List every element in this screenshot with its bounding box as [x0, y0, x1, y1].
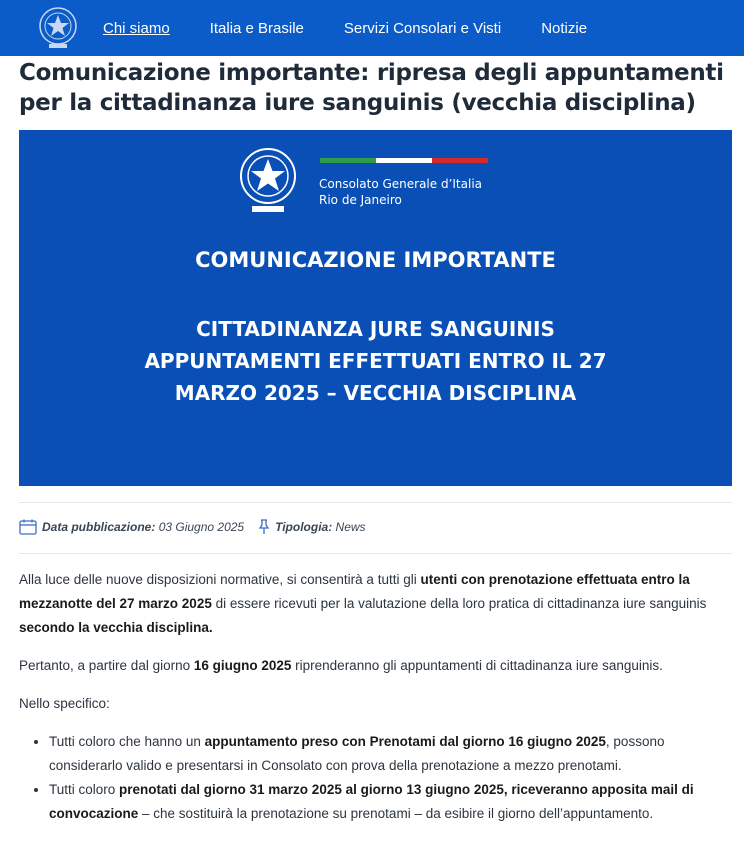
divider — [19, 553, 732, 554]
italian-emblem-icon — [236, 142, 300, 218]
type-label: Tipologia: — [275, 520, 333, 534]
list-item: • Tutti coloro prenotati dal giorno 31 marzo 2025 al giorno 13 giugno 2025, riceveranno apposita mail di convocazione – che sostituirà la prenotazione su prenotami – da esibire il giorno dell’appuntamento. — [49, 778, 734, 826]
type-value: News — [335, 520, 366, 534]
date-label: Data pubblicazione: — [42, 520, 156, 534]
hero-subheadline: CITTADINANZA JURE SANGUINIS APPUNTAMENTI EFFETTUATI ENTRO IL 27 MARZO 2025 – VECCHIA DISCIPLINA — [144, 317, 607, 405]
pin-icon — [258, 519, 270, 535]
date-value: 03 Giugno 2025 — [158, 520, 245, 534]
bullet-list — [19, 730, 734, 826]
list-item: • Tutti coloro che hanno un appuntamento preso con Prenotami dal giorno 16 giugno 2025, possono considerarlo valido e presentarsi in Consolato con prova della prenotazione a mezzo prenotami. — [49, 730, 734, 778]
article-body — [19, 568, 734, 826]
consolate-name: Consolato Generale d’Italia Rio de Janeiro — [319, 177, 483, 207]
main-nav — [103, 0, 627, 56]
italian-flag-stripe — [320, 158, 488, 163]
divider — [19, 502, 732, 503]
italian-emblem-icon[interactable] — [37, 4, 79, 52]
paragraph: Pertanto, a partire dal giorno 16 giugno 2025 riprenderanno gli appuntamenti di cittadinanza iure sanguinis. — [19, 658, 663, 673]
paragraph: Alla luce delle nuove disposizioni normative, si consentirà a tutti gli utenti con prenotazione effettuata entro la mezzanotte del 27 marzo 2025 di essere ricevuti per la valutazione della loro pratica di cittadinanza iure sanguinis secondo la vecchia disciplina. — [19, 572, 707, 635]
page-title: Comunicazione importante: ripresa degli appuntamenti per la cittadinanza iure sanguinis (vecchia disciplina) — [19, 60, 724, 116]
hero-headline: COMUNICAZIONE IMPORTANTE — [195, 248, 556, 272]
article-meta — [19, 518, 366, 536]
paragraph: Nello specifico: — [19, 696, 110, 711]
hero-banner — [19, 130, 732, 486]
nav-italia-brasile[interactable]: Italia e Brasile — [209, 19, 304, 37]
nav-servizi-consolari[interactable]: Servizi Consolari e Visti — [343, 19, 502, 37]
calendar-icon — [19, 519, 37, 535]
nav-chi-siamo[interactable]: Chi siamo — [103, 19, 170, 37]
nav-notizie[interactable]: Notizie — [541, 19, 588, 37]
top-navigation-bar — [0, 0, 744, 56]
